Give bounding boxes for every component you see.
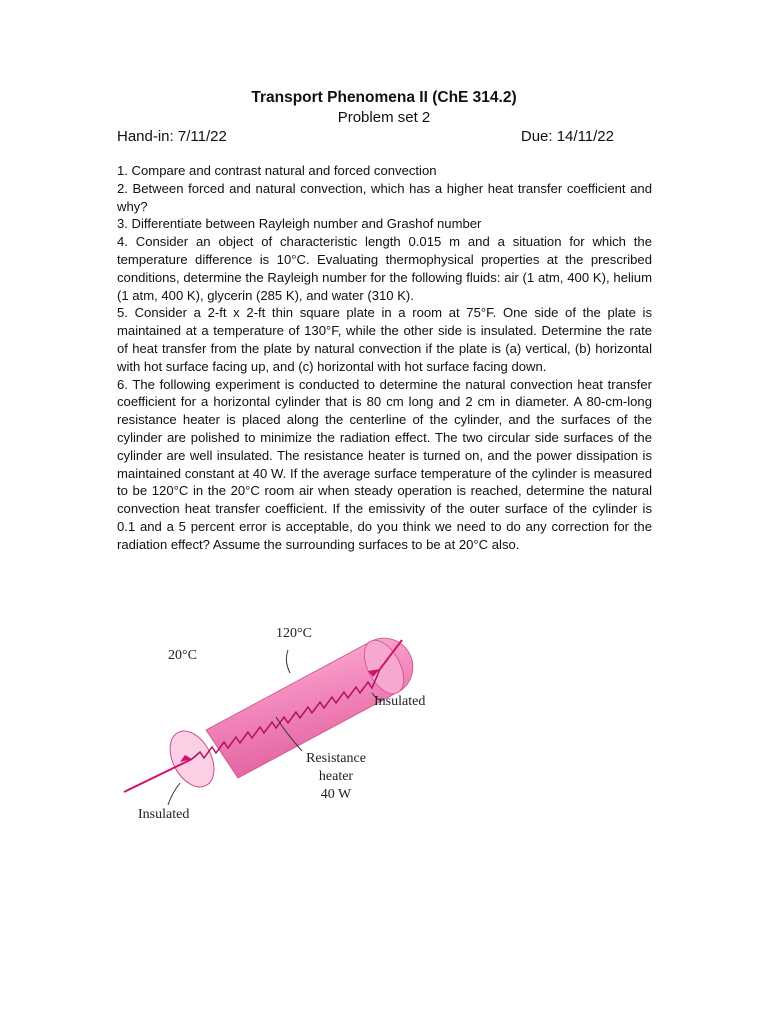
insulated-top-label: Insulated <box>374 694 426 709</box>
insulated-bottom-label: Insulated <box>138 807 190 822</box>
dates-row <box>117 128 614 145</box>
leader-120c <box>286 650 290 673</box>
heater-label <box>296 750 376 804</box>
question-3: 3. Differentiate between Rayleigh number and Grashof number <box>117 216 482 232</box>
question-5: 5. Consider a 2-ft x 2-ft thin square plate in a room at 75°F. One side of the plate is maintained at a temperature of 130°F, while the other side is insulated. Determine the rate of heat transfer from the plate by natural convection if the plate is (a) vertical, (b) horizontal with hot surface facing up, and (c) horizontal with hot surface facing down. <box>117 305 652 374</box>
document-subtitle: Problem set 2 <box>337 109 431 126</box>
question-4: 4. Consider an object of characteristic length 0.015 m and a situation for which the temperature difference is 10°C. Evaluating thermophysical properties at the prescribed conditions, determine the Rayleigh number for the following fluids: air (1 atm, 400 K), helium (1 atm, 400 K), glycerin (285 K), and water (310 K). <box>117 234 652 303</box>
cylinder-diagram <box>110 615 470 835</box>
document-title: Transport Phenomena II (ChE 314.2) <box>251 89 517 106</box>
ambient-temp-label: 20°C <box>168 648 197 663</box>
question-list <box>117 162 652 554</box>
handin-date: Hand-in: 7/11/22 <box>117 128 227 145</box>
surface-temp-label: 120°C <box>276 626 312 641</box>
question-2: 2. Between forced and natural convection, which has a higher heat transfer coefficient and why? <box>117 180 652 214</box>
leader-insulated-bottom <box>168 783 180 805</box>
heater-power-label: 40 W <box>320 787 352 802</box>
heater-label-line2: heater <box>318 769 354 784</box>
heater-label-line1: Resistance <box>306 751 366 766</box>
question-6: 6. The following experiment is conducted to determine the natural convection heat transfer coefficient for a horizontal cylinder that is 80 cm long and 2 cm in diameter. A 80-cm-long resistance heater is placed along the centerline of the cylinder, and the surfaces of the cylinder are polished to minimize the radiation effect. The two circular side surfaces of the cylinder are well insulated. The resistance heater is turned on, and the power dissipation is maintained constant at 40 W. If the average surface temperature of the cylinder is measured to be 120°C in the 20°C room air when steady operation is reached, determine the natural convection heat transfer coefficient. If the emissivity of the outer surface of the cylinder is 0.1 and a 5 percent error is acceptable, do you think we need to do any correction for the radiation effect? Assume the surrounding surfaces to be at 20°C also. <box>117 376 652 552</box>
cylinder-figure <box>110 615 470 835</box>
due-date: Due: 14/11/22 <box>520 128 614 145</box>
question-1: 1. Compare and contrast natural and forced convection <box>117 163 437 178</box>
